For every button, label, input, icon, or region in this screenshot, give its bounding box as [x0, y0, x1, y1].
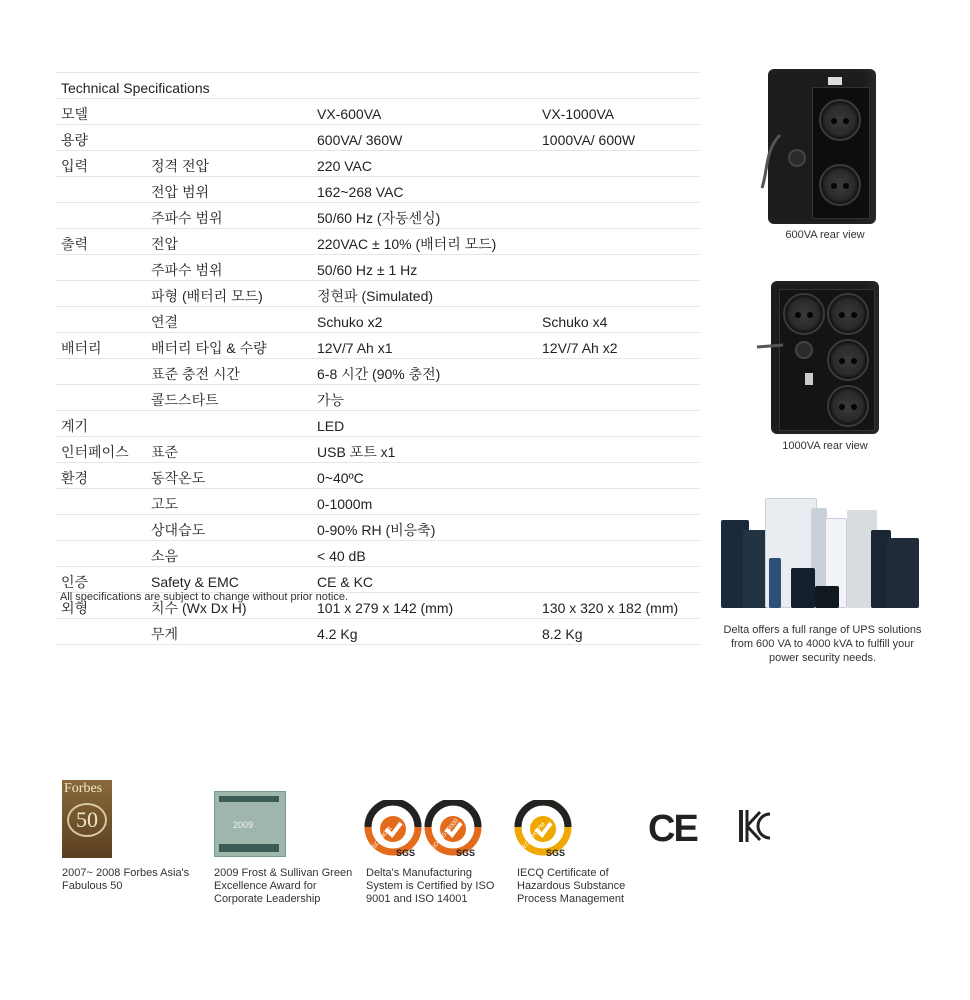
spec-row — [55, 515, 700, 541]
spec-category — [55, 307, 145, 333]
iecq-label: IECQ HSPM — [520, 821, 547, 852]
spec-value-1000va — [536, 385, 700, 411]
spec-value-1000va — [536, 359, 700, 385]
spec-value-1000va — [536, 437, 700, 463]
kc-mark-icon — [738, 806, 772, 846]
spec-title: Technical Specifications — [55, 73, 700, 99]
spec-row — [55, 619, 700, 645]
spec-row — [55, 203, 700, 229]
spec-parameter: 무게 — [145, 619, 311, 645]
spec-value-1000va — [536, 177, 700, 203]
spec-value-1000va — [536, 541, 700, 567]
spec-parameter: 상대습도 — [145, 515, 311, 541]
spec-value-1000va — [536, 281, 700, 307]
spec-value-1000va — [536, 229, 700, 255]
spec-note: All specifications are subject to change without prior notice. — [60, 591, 348, 603]
spec-value-600va: LED — [311, 411, 536, 437]
spec-row — [55, 151, 700, 177]
spec-parameter: 소음 — [145, 541, 311, 567]
spec-parameter — [145, 125, 311, 151]
spec-category: 계기 — [55, 411, 145, 437]
spec-value-1000va — [536, 515, 700, 541]
spec-parameter: 콜드스타트 — [145, 385, 311, 411]
forbes-caption: 2007~ 2008 Forbes Asia's Fabulous 50 — [62, 867, 190, 892]
frost-sullivan-award-logo — [214, 791, 286, 857]
forbes-asia-logo — [62, 780, 112, 858]
spec-parameter — [145, 99, 311, 125]
spec-parameter: 고도 — [145, 489, 311, 515]
spec-parameter — [145, 411, 311, 437]
frost-year: 2009 — [233, 820, 254, 830]
spec-value-600va: 0-1000m — [311, 489, 536, 515]
forbes-logo-text: Forbes — [64, 781, 103, 796]
schuko-socket-icon — [827, 385, 869, 427]
rear-1000va-caption: 1000VA rear view — [782, 440, 868, 452]
rear-600va-caption: 600VA rear view — [785, 229, 865, 241]
spec-parameter: Safety & EMC — [145, 567, 311, 593]
spec-category — [55, 359, 145, 385]
spec-row — [55, 229, 700, 255]
spec-row — [55, 463, 700, 489]
spec-value-600va: 4.2 Kg — [311, 619, 536, 645]
spec-value-600va: 가능 — [311, 385, 536, 411]
spec-category — [55, 385, 145, 411]
spec-row — [55, 411, 700, 437]
spec-row — [55, 541, 700, 567]
spec-category: 인증 — [55, 567, 145, 593]
spec-value-600va: 101 x 279 x 142 (mm) — [311, 593, 536, 619]
iso-caption: Delta's Manufacturing System is Certified by ISO 9001 and ISO 14001 — [366, 867, 495, 905]
fuse-knob-icon — [788, 149, 806, 167]
spec-row — [55, 489, 700, 515]
spec-category: 인터페이스 — [55, 437, 145, 463]
spec-value-1000va: 12V/7 Ah x2 — [536, 333, 700, 359]
spec-category: 배터리 — [55, 333, 145, 359]
spec-value-600va: VX-600VA — [311, 99, 536, 125]
spec-category — [55, 203, 145, 229]
spec-parameter: 배터리 타입 & 수량 — [145, 333, 311, 359]
schuko-socket-icon — [783, 293, 825, 335]
spec-value-1000va — [536, 411, 700, 437]
spec-category — [55, 515, 145, 541]
spec-row — [55, 359, 700, 385]
schuko-socket-icon — [819, 99, 861, 141]
spec-category: 입력 — [55, 151, 145, 177]
forbes-50-badge: 50 — [67, 803, 107, 837]
spec-value-600va: 220 VAC — [311, 151, 536, 177]
iso2-label: ISO 9001:2000 — [429, 818, 460, 853]
spec-row — [55, 567, 700, 593]
spec-value-1000va — [536, 463, 700, 489]
spec-value-600va: 정현파 (Simulated) — [311, 281, 536, 307]
sgs-iso9001-certification-icon — [424, 800, 482, 858]
spec-value-600va: 0~40ºC — [311, 463, 536, 489]
spec-value-1000va: 1000VA/ 600W — [536, 125, 700, 151]
power-cord-icon — [755, 335, 785, 355]
spec-parameter: 동작온도 — [145, 463, 311, 489]
sgs-iso14001-certification-icon — [364, 800, 422, 858]
spec-row — [55, 99, 700, 125]
sgs-label: SGS — [546, 848, 566, 858]
sgs-label: SGS — [396, 848, 416, 858]
spec-value-1000va — [536, 489, 700, 515]
ups-product-family-image — [721, 500, 921, 608]
spec-value-600va: 600VA/ 360W — [311, 125, 536, 151]
spec-value-600va: 162~268 VAC — [311, 177, 536, 203]
spec-category — [55, 541, 145, 567]
spec-value-1000va — [536, 203, 700, 229]
spec-category — [55, 619, 145, 645]
spec-value-600va: 0-90% RH (비응축) — [311, 515, 536, 541]
spec-parameter: 주파수 범위 — [145, 203, 311, 229]
spec-category — [55, 177, 145, 203]
spec-parameter: 전압 — [145, 229, 311, 255]
usb-port-icon — [805, 373, 813, 385]
spec-parameter: 연결 — [145, 307, 311, 333]
spec-parameter: 표준 충전 시간 — [145, 359, 311, 385]
delta-range-text: Delta offers a full range of UPS solutions from 600 VA to 4000 kVA to fulfill your power security needs. — [723, 624, 922, 664]
sgs-iecq-hspm-certification-icon — [514, 800, 572, 858]
spec-row — [55, 333, 700, 359]
spec-value-1000va — [536, 255, 700, 281]
spec-parameter: 정격 전압 — [145, 151, 311, 177]
spec-row — [55, 437, 700, 463]
usb-port-icon — [828, 77, 842, 85]
sgs-label: SGS — [456, 848, 476, 858]
ups-1000va-rear-image — [771, 281, 879, 434]
spec-value-1000va: Schuko x4 — [536, 307, 700, 333]
spec-category: 용량 — [55, 125, 145, 151]
spec-value-600va: CE & KC — [311, 567, 536, 593]
spec-value-600va: < 40 dB — [311, 541, 536, 567]
spec-parameter: 전압 범위 — [145, 177, 311, 203]
spec-table — [55, 72, 700, 645]
spec-parameter: 주파수 범위 — [145, 255, 311, 281]
spec-value-600va: 220VAC ± 10% (배터리 모드) — [311, 229, 536, 255]
spec-category: 모델 — [55, 99, 145, 125]
fuse-knob-icon — [795, 341, 813, 359]
power-cord-icon — [760, 130, 790, 190]
spec-value-1000va: 8.2 Kg — [536, 619, 700, 645]
spec-value-1000va — [536, 567, 700, 593]
spec-row — [55, 125, 700, 151]
spec-row — [55, 177, 700, 203]
iso1-label: ISO 14001 — [370, 825, 394, 852]
spec-row — [55, 385, 700, 411]
spec-value-1000va: VX-1000VA — [536, 99, 700, 125]
spec-row — [55, 307, 700, 333]
schuko-socket-icon — [819, 164, 861, 206]
spec-row — [55, 255, 700, 281]
spec-value-600va: 12V/7 Ah x1 — [311, 333, 536, 359]
spec-value-600va: 6-8 시간 (90% 충전) — [311, 359, 536, 385]
spec-category — [55, 255, 145, 281]
spec-category: 외형 — [55, 593, 145, 619]
spec-parameter: 파형 (배터리 모드) — [145, 281, 311, 307]
spec-category — [55, 489, 145, 515]
spec-value-1000va: 130 x 320 x 182 (mm) — [536, 593, 700, 619]
spec-title-row — [55, 73, 700, 99]
spec-category — [55, 281, 145, 307]
spec-value-600va: 50/60 Hz (자동센싱) — [311, 203, 536, 229]
iecq-caption: IECQ Certificate of Hazardous Substance Process Management — [517, 867, 626, 905]
schuko-socket-icon — [827, 339, 869, 381]
spec-parameter: 치수 (Wx Dx H) — [145, 593, 311, 619]
spec-category: 출력 — [55, 229, 145, 255]
ce-mark-icon: CE — [648, 808, 697, 850]
spec-parameter: 표준 — [145, 437, 311, 463]
spec-row — [55, 281, 700, 307]
spec-value-600va: Schuko x2 — [311, 307, 536, 333]
spec-category: 환경 — [55, 463, 145, 489]
frost-caption: 2009 Frost & Sullivan Green Excellence Award for Corporate Leadership — [214, 867, 353, 905]
spec-value-600va: 50/60 Hz ± 1 Hz — [311, 255, 536, 281]
spec-value-1000va — [536, 151, 700, 177]
spec-value-600va: USB 포트 x1 — [311, 437, 536, 463]
schuko-socket-icon — [827, 293, 869, 335]
